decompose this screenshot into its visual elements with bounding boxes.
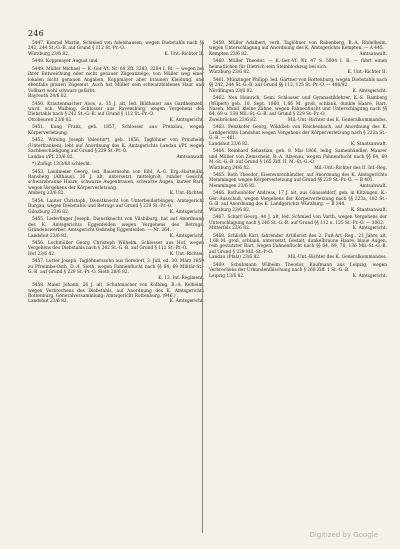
entry-signature-line	[209, 184, 387, 189]
warrant-entry	[209, 191, 387, 213]
warrant-entry	[28, 138, 204, 160]
entry-signature-line	[209, 166, 387, 171]
entry-text: 5469. Schuhmann Wilhelm Theodor, Kaufmann aus Leipzig, wegen Verbrechens der Urkundenfälschung nach § 268 Ziff. 1 St.-G.-B.	[209, 262, 387, 274]
warrant-entry	[28, 259, 204, 281]
entry-signature-line	[28, 155, 204, 160]
left-column	[28, 41, 204, 307]
entry-place-date: Würzburg 24/6 82.	[209, 165, 251, 171]
entry-signature-line	[209, 226, 387, 231]
entry-place-date: Würzburg 23/6 82.	[28, 51, 70, 57]
warrant-entry	[28, 67, 204, 100]
warrant-entry	[28, 162, 204, 167]
entry-text: 5460. Müller Theodor. — K.-Ger.-Vf. Nr. 47 S. 5004 I. B. — führt einen heimatlichen für Dietrich sein Steinblockzug bei sich.	[209, 59, 387, 70]
entry-authority: K. Amtsgericht.	[169, 209, 204, 215]
entry-place-date: Ottobeuren 23/6 82.	[28, 117, 73, 123]
entry-signature-line	[209, 52, 387, 57]
entry-place-date: Memmingen 23/6 82.	[209, 183, 257, 189]
entry-place-date: Leipzig 13/6 82.	[209, 273, 245, 279]
warrant-entry	[28, 41, 204, 57]
entry-place-date: Landshut 23/6 82.	[28, 299, 69, 305]
entry-authority: Mil.-Unt.-Richter des K. Generalkommandos.	[287, 117, 387, 123]
entry-signature-line	[28, 234, 204, 239]
entry-text: 5449. Müller Michael — K.-Ger.-Vf. Nr. 69 Zff. 3283, 3284 I. Bl. — wegen bei ihrer Entweichung oder nicht genauer Zügeanzeige, von Müller weg einer lokalen nicht genauen Angaben, Koppmayer aber braunen Kleidung, und ebenfalls grauen Zügemut. Auch hat Müller sein schwarzbildenes Haar und Vollbart wohl schwarz gefärbt.	[28, 66, 204, 94]
entry-place-date: Landau (Pfalz) 23/6 82.	[209, 255, 261, 261]
entry-authority: Amtsanwalt.	[359, 51, 387, 57]
entry-authority: K. Amtsgericht.	[169, 299, 204, 305]
entry-signature-line	[28, 191, 204, 196]
column-divider	[202, 41, 203, 533]
entry-text: 5447. Konrad Martin, Schmied von Adelshausen, wegen Diebstahls nach §§ 242, 244 St.-G.-B. auf Grund § 112 St.-Pr.-O.	[28, 41, 204, 52]
warrant-entry	[28, 199, 204, 215]
entry-text: *) Zufügt 13/3/68 schlecht.	[32, 162, 92, 168]
entry-signature-line	[28, 94, 204, 99]
entry-place-date: Landau i/Pf. 23/6 82.	[28, 154, 74, 160]
page-number: 246	[28, 29, 44, 38]
entry-authority: Amtsanwalt.	[176, 154, 204, 160]
entry-text: 5452. Wirsing Joseph Valentin*), geb. 1856, Taglöhner von Prinzheim (Unterfranken), lebt auf Anordnung des K. Amtsgerichts Landau i/Pf. wegen Sachbeschädigung auf Grund § 229 St.-Pr.-O.	[28, 138, 204, 155]
warrant-entry	[209, 234, 387, 261]
entry-place-date: Kempten 23/6 82.	[209, 51, 249, 57]
warrant-entry	[209, 263, 387, 279]
entry-place-date: Zweibrücken 23/6 82.	[209, 117, 258, 123]
entry-authority: K. Unt.-Richter.	[169, 191, 204, 197]
entry-signature-line	[28, 252, 204, 257]
entry-authority: K. Amtsgericht.	[169, 117, 204, 123]
entry-signature-line	[209, 70, 387, 75]
entry-authority: Mil.-Unt.-Richter des II. Inf.-Reg.	[314, 165, 387, 171]
warrant-entry	[209, 78, 387, 94]
entry-authority: K. Amtsgericht.	[352, 226, 387, 232]
entry-place-date: Nördlingen 23/6 82.	[209, 88, 254, 94]
entry-text: 5457. Lutter Joseph, Taglöhnerssohn aus Gersdorf, 3. Juli, ed. 30. März 1859 zu Pfreimbe-Osth, D.-A. Sieth, wegen Fahnenflucht nach §§ 64, 69 Militär-St.-G.-B. auf Grund § 229 St.-Pr.-O. Sieth 28/6 82.	[28, 259, 204, 276]
entry-place-date: Landshut 23/6 82.	[209, 141, 250, 147]
watermark-text: Digitized by Google	[309, 531, 378, 539]
entry-place-date: Amberg 23/6 82.	[28, 191, 65, 197]
warrant-entry	[28, 59, 204, 64]
warrant-entry	[209, 173, 387, 189]
entry-text: 5458. Maier Johann, 26 J. alt, Schuhmacher von Kolbing, B.-A. Kelheim, wegen Verbrechens des Diebstahls, auf Anordnung des K. Amtsgerichts Rottenburg. Generalversammlung: Amtsgericht Rottenburg. (946.)	[28, 283, 204, 300]
entry-text: 5451. Kung Franz, geb. 1857, Schlosser aus Prenzlau, wegen Körperverletzung.	[28, 125, 204, 136]
warrant-entry	[28, 217, 204, 239]
entry-text: 5453. Landmeier Georg, led. Bauernsohn von Eibl, A.-G. Erg.-Hartmühl, Ransberg (Althaus), 26 J. alt, untersetzt, mittelgroß, runder Gesicht, schwarzbraune Haare, schwarze Augenbrauen, schwarze Augen, kurzer Bart, wegen Vergehens der Körperverletzung.	[28, 169, 204, 191]
entry-authority: K. Unt.-Richter II.	[164, 51, 204, 57]
entry-signature-line	[28, 210, 204, 215]
entry-signature-line	[28, 299, 204, 304]
entry-text: 5464. Reinhard Sebastian, geb. 8. Mai 1866, ledig, Samenhändler, Maurer und Müller von Zemscheid, B.-A. Alzenau, wegen Fahnenflucht nach §§ 64, 69 M.-St.-G.-B. auf Grund § 165 Ziff. II. M.-St.-G.-O.	[209, 149, 387, 166]
entry-text: 5459. Müller Adalbert, verh. Taglöhner von Rabenberg, B.-A. Rhdelheim, wegen Unterschlagung auf Anordnung des K. Amtsgerichts Kempten. — A 445.	[209, 41, 387, 52]
warrant-entry	[28, 283, 204, 305]
entry-signature-line	[209, 118, 387, 123]
entry-authority: K. Unt.-Richter II.	[347, 70, 387, 76]
warrant-entry	[209, 149, 387, 171]
entry-text: 5467. Scharf Georg, 44 J. alt, led. Schmied von Varth, wegen Vergehens der Unterschlagung nach § 246 St.-G.-B. auf Grund §§ 112 u. 125 St.-Pr.-O. — 3002.	[209, 215, 387, 226]
warrant-entry	[28, 241, 204, 257]
entry-authority: K. 12. Inf.-Regiment.	[158, 275, 204, 281]
entry-authority: K. Amtsgericht.	[352, 88, 387, 94]
right-column	[209, 41, 387, 281]
warrant-entry	[28, 102, 204, 124]
entry-authority: K. Amtsgericht.	[169, 233, 204, 239]
warrant-entry	[28, 170, 204, 197]
warrant-entry	[209, 215, 387, 231]
entry-text: 5462. Neu Heinrich, Gem. Schlosser und Gymnastiklehrer, K.-S. Bamberg (Wilpert) geb. 10. Sept. 1860, 1,66 M. groß, schlank, dunkle Haare, Bart, Nasen, Mund, kleine Zähne, wegen Fahnenflucht und Unterschlagung nach §§ 64, 69 u. 138 Mil.-St.-G.-B. auf Grund § 229 St.-Pr.-O.	[209, 96, 387, 118]
entry-place-date: Hof 23/6 82.	[28, 251, 56, 257]
warrant-entry	[209, 59, 387, 75]
entry-text: 5454. Lauter Christoph, Dienstknecht von Unterbeiderbingen, Amtsgericht Burgau, wegen Diebstahls und Betrugs auf Grund § 229 St.-Pr.-O.	[28, 198, 204, 210]
entry-signature-line	[28, 118, 204, 123]
entry-place-date: Bayreuth 24/6 82.	[28, 94, 68, 100]
entry-authority: Mil.-Unt.-Richter des K. Generalkommandos.	[287, 255, 387, 261]
entry-authority: Amtsanwalt.	[359, 183, 387, 189]
entry-signature-line	[28, 276, 204, 281]
warrant-entry	[209, 96, 387, 123]
entry-text: 5448. Koppmayer August und	[32, 59, 98, 65]
entry-place-date: Landshut 23/6 82.	[28, 233, 69, 239]
entry-text: 5450. Krautenmacher Alois, a. 35 J. alt, led. Bildhauer aus Gardheinzell, wurd. sch. Walbing. Schlosser aus Ravensburg, wegen Vergehens des Diebstahls nach § 242 St.-G.-B. auf Grund § 112 St.-Pr.-O.	[28, 101, 204, 118]
warrant-entry	[209, 125, 387, 147]
entry-text: 5463. Penzkofer Georg, Wilddieb von Reichenbach, auf Anordnung des K. Landgerichts Landshut wegen Vergehens der Körperverletzung nach § 223a St.-G.-B. — 461.	[209, 125, 387, 142]
entry-text: 5468. Schlickh Karl, fahrender Artillerist des 2. Fuß-Art.-Reg., 21 Jahre alt, 1,68 M. groß, schlank, untersetzt, Gestalt, dunkelbraune Haare, blaue Augen, rein gestutzter Bart, wegen Fahnenflucht nach §§ 64, 69, 70, 136 Mil.-St.-G.-B. auf Grund § 229 Mil.-St.-P.-O.	[209, 233, 387, 255]
entry-authority: K. Staatsanwalt.	[350, 207, 387, 213]
entry-place-date: Würzburg 23/6 82.	[209, 207, 251, 213]
entry-signature-line	[209, 274, 387, 279]
warrant-entry	[28, 125, 204, 136]
entry-text: 5456. Lochmüller Georg Christoph Wilhelm, Schlosser aus Hof, wegen Vergehens des Diebstahls nach § 242 St.-G.-B. auf Grund § 112 St.-Pr.-O.	[28, 240, 204, 252]
entry-authority: K. Staatsanwalt.	[350, 141, 387, 147]
entry-text: 5461. Münzinger Philipp, led. Gärtner von Rottenburg, wegen Diebstahls nach §§ 242, 244 St.-G.-B. auf Grund §§ 112, 125 St.-Pr.-O. — 486/82.	[209, 77, 387, 89]
warrant-entry	[209, 41, 387, 57]
entry-place-date: Mitterfels 23/6 82.	[209, 226, 251, 232]
entry-signature-line	[209, 89, 387, 94]
entry-text: 5455. Lederfinger Joseph, Dienstknecht von Vilsbiburg, hat auf Anordnung des K. Amtsgerichts Eggenfelden wegen Vergehens des Betrugs. Gründenswerber, Amtsgericht Geßnsbg Eggenfelden. — Nr. 264.	[28, 217, 204, 234]
entry-place-date: Würzburg 23/6 82.	[209, 70, 251, 76]
entry-signature-line	[28, 52, 204, 57]
entry-text: 5466. Rothenhöfer Andreas, 17 J. alt, aus Gänsseldorf, geb. in Kitzingen, K.-Ger.-Ausschuß, wegen Vergehens der Körperverletzung nach §§ 223a, 182 St.-G.-B. auf Anordnung des K. Landgerichts Würzburg. — B 344.	[209, 191, 387, 208]
entry-authority: K. Amtsgericht.	[352, 273, 387, 279]
entry-signature-line	[209, 255, 387, 260]
entry-place-date: Günzburg 23/6 82.	[28, 209, 70, 215]
entry-authority: K. Unt.-Richter.	[169, 251, 204, 257]
entry-signature-line	[209, 208, 387, 213]
entry-signature-line	[209, 142, 387, 147]
entry-text: 5465. Roth Theodor, Eisenwarenhändler, auf Anordnung des K. Amtsgerichts Memmingen wegen Körperverletzung auf Grund §§ 229 St.-Pr.-O. — B 401.	[209, 172, 387, 184]
